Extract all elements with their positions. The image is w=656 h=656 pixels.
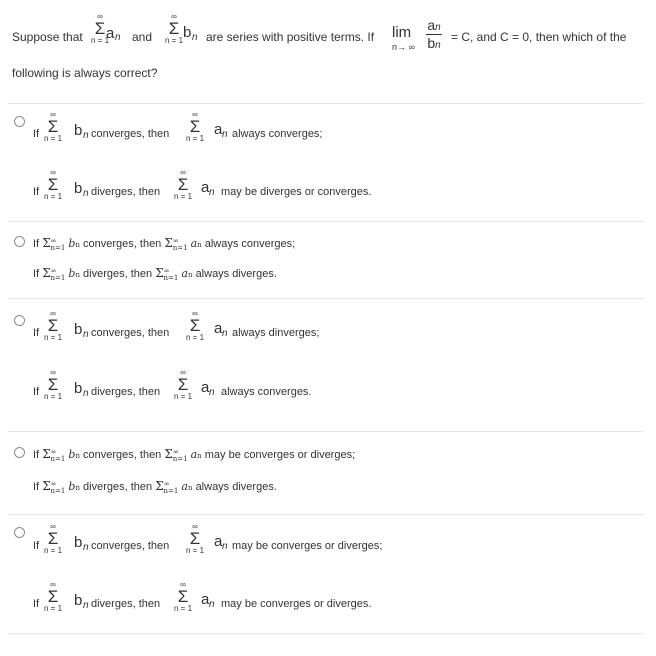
radio-button[interactable] — [14, 527, 25, 538]
divider — [8, 298, 644, 299]
sum-a: ∞ Σ n = 1 — [174, 368, 193, 402]
sum-a: ∞ Σ n = 1 — [174, 580, 193, 614]
sum-a: ∞ Σ n = 1 — [91, 12, 110, 46]
sub-n: n — [115, 32, 121, 43]
question-text-3: = C, and C = 0, then which of the — [451, 30, 627, 44]
option-2-line-2: If $\Sigma^\infty_{n=1}$ bn diverges, then $\Sigma^\infty_{n=1}$ an always diverges. — [33, 266, 277, 282]
radio-button[interactable] — [14, 447, 25, 458]
lim-under: n→ ∞ — [392, 42, 415, 52]
divider — [8, 514, 644, 515]
var-a: a — [106, 25, 115, 42]
sum-b: ∞ Σ n = 1 — [44, 168, 63, 202]
question-and: and — [132, 30, 153, 44]
question-text-4: following is always correct? — [12, 66, 158, 80]
question-text-1: Suppose that — [12, 30, 83, 44]
radio-button[interactable] — [14, 236, 25, 247]
sum-b: ∞ Σ n = 1 — [165, 12, 184, 46]
option-4-line-2: If $\Sigma^\infty_{n=1}$ bn diverges, then $\Sigma^\infty_{n=1}$ an always diverges. — [33, 479, 277, 495]
radio-button[interactable] — [14, 315, 25, 326]
question-text-2: are series with positive terms. If — [206, 30, 375, 44]
divider — [8, 431, 644, 432]
lim: lim — [392, 24, 412, 41]
sum-b: ∞ Σ n = 1 — [44, 580, 63, 614]
divider — [8, 633, 644, 634]
sum-a: ∞ Σ n = 1 — [174, 168, 193, 202]
sub-n: n — [192, 32, 198, 43]
sum-a: ∞ Σ n = 1 — [186, 309, 205, 343]
fraction-an-bn: an bn — [427, 17, 441, 51]
var-b: b — [183, 24, 192, 41]
option-4-line-1: If $\Sigma^\infty_{n=1}$ bn converges, then $\Sigma^\infty_{n=1}$ an may be converges or diverges; — [33, 447, 356, 463]
sum-b: ∞ Σ n = 1 — [44, 309, 63, 343]
sum-b: ∞ Σ n = 1 — [44, 522, 63, 556]
sum-b: ∞ Σ n = 1 — [44, 368, 63, 402]
option-2-line-1: If $\Sigma^\infty_{n=1}$ bn converges, then $\Sigma^\infty_{n=1}$ an always converges; — [33, 236, 296, 252]
divider — [8, 221, 644, 222]
radio-button[interactable] — [14, 116, 25, 127]
sum-b: ∞ Σ n = 1 — [44, 110, 63, 144]
divider — [8, 103, 644, 104]
sum-a: ∞ Σ n = 1 — [186, 522, 205, 556]
sum-a: ∞ Σ n = 1 — [186, 110, 205, 144]
